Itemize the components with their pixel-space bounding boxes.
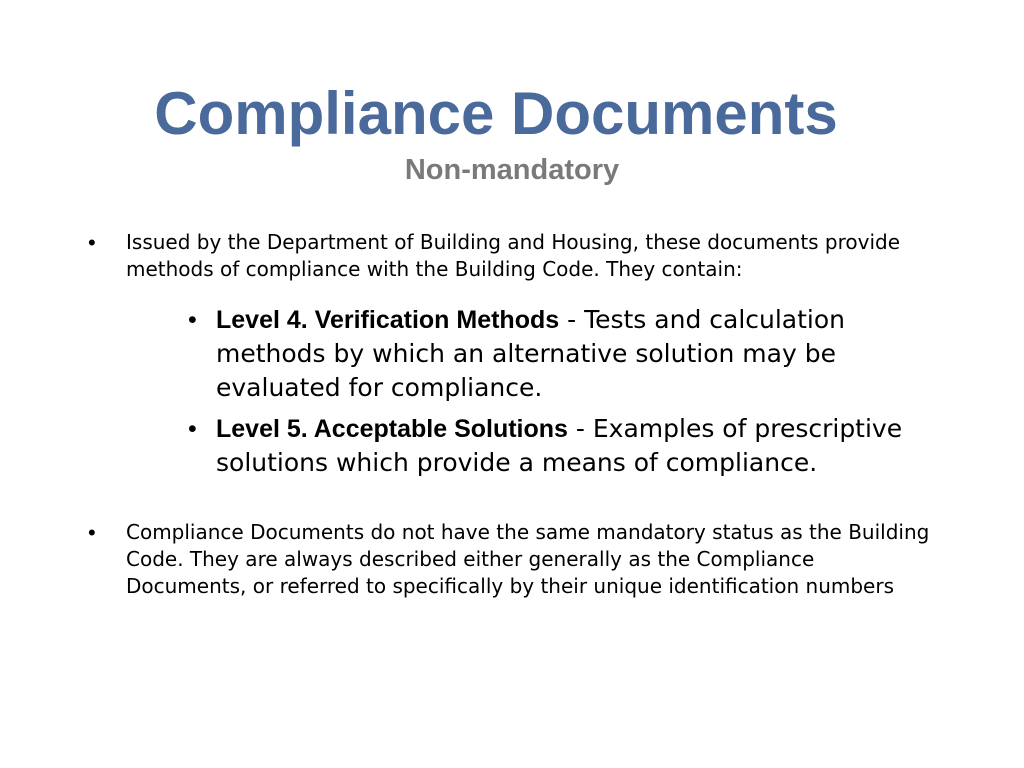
bullet-text: Compliance Documents do not have the same mandatory status as the Building Code. They are always described either generally as the Compliance Documents, or referred to specifically by their unique identification numbers — [126, 520, 930, 598]
slide-title: Compliance Documents — [154, 80, 838, 147]
bullet-marker: • — [88, 520, 96, 545]
sub-bullet-marker: • — [188, 415, 197, 443]
bullet-marker: • — [88, 230, 96, 255]
sub-bullet-acceptable-solutions — [186, 412, 956, 480]
bullet-item-mandatory-status — [80, 519, 940, 600]
sub-bullet-body — [216, 412, 956, 480]
sub-bullet-text: - Examples of prescriptive solutions which provide a means of compliance. — [216, 414, 903, 477]
sub-bullet-verification-methods — [186, 303, 956, 405]
slide-subtitle: Non-mandatory — [404, 154, 620, 186]
sub-bullet-text: - Tests and calculation methods by which an alternative solution may be evaluated for compliance. — [216, 305, 846, 402]
sub-bullet-term: Level 5. Acceptable Solutions — [216, 415, 568, 443]
bullet-item-issued-by — [80, 229, 940, 283]
sub-bullet-marker: • — [188, 306, 197, 334]
bullet-text: Issued by the Department of Building and Housing, these documents provide methods of compliance with the Building Code. They contain: — [126, 230, 901, 281]
sub-bullet-body — [216, 303, 956, 405]
sub-bullet-term: Level 4. Verification Methods — [216, 306, 560, 334]
